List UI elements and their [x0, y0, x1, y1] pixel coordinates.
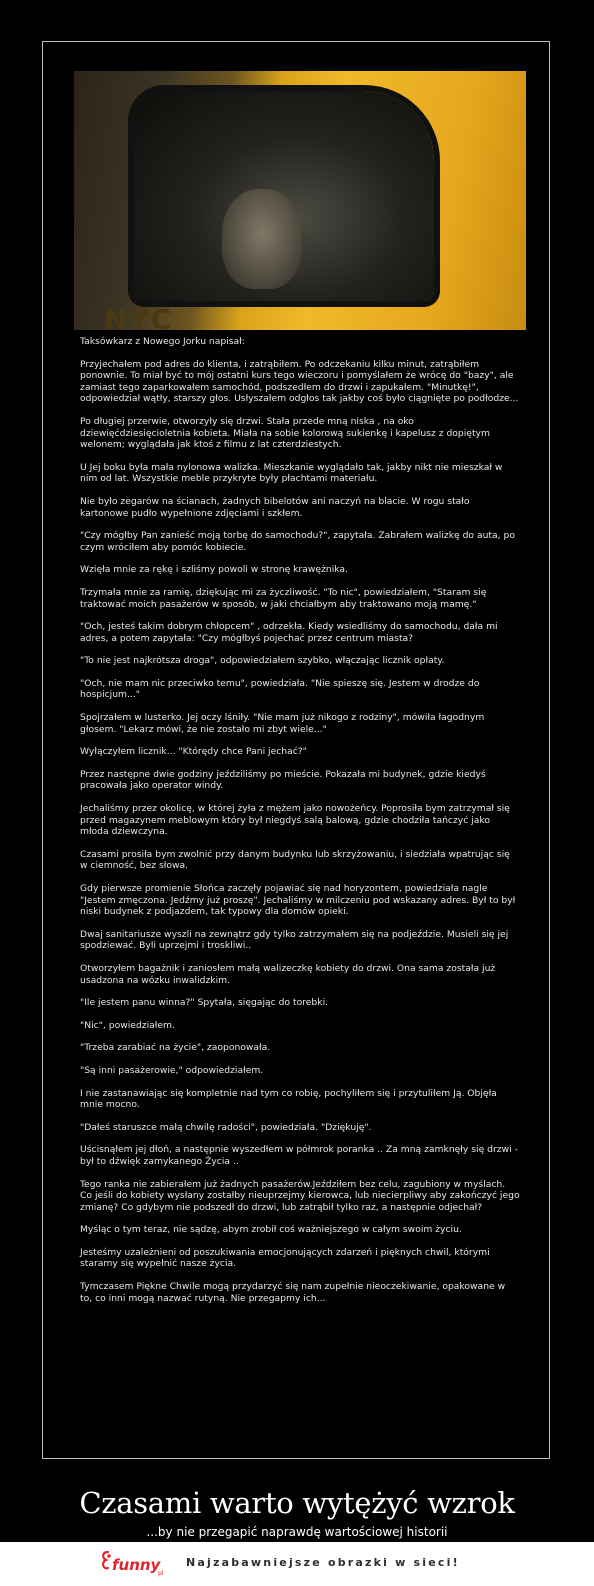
story-paragraph: Czasami prosiła bym zwolnić przy danym budynku lub skrzyżowaniu, i siedziała wpatrując się w ciemność, bez słowa. [80, 848, 510, 872]
story-paragraph: "Och, nie mam nic przeciwko temu", powiedziała. "Nie spieszę się. Jestem w drodze do hospicjum..." [80, 677, 480, 701]
story-paragraph: "Och, jesteś takim dobrym chłopcem" , odrzekła. Kiedy wsiedliśmy do samochodu, dała mi adres, a potem zapytała: "Czy mógłbyś pojechać przez centrum miasta? [80, 621, 498, 644]
story-paragraph: Otworzyłem bagażnik i zaniosłem małą walizeczkę kobiety do drzwi. Ona sama została już usadzona na wózku inwalidzkim. [80, 962, 496, 986]
story-paragraph: Taksówkarz z Nowego Jorku napisał: [80, 336, 245, 347]
story-paragraph: Przez następne dwie godziny jeździliśmy po mieście. Pokazała mi budynek, gdzie kiedyś pracowała jako operator windy. [80, 768, 486, 792]
footer-tagline: Najzabawniejsze obrazki w sieci! [186, 1556, 460, 1569]
story-paragraph: Uścisnąłem jej dłoń, a następnie wyszedłem w półmrok poranka .. Za mną zamknęły się drzwi - był to dźwięk zamykanego Życia .. [80, 1144, 518, 1167]
logo-text: funny [112, 1556, 161, 1574]
story-paragraph: Po długiej przerwie, otworzyły się drzwi. Stała przede mną niska , na oko dziewięćdziesięcioletnia kobieta. Miała na sobie kolorową sukienkę i kapelusz z dopiętym welonem; wyglądała jak ktoś z filmu z lat czterdziestych. [80, 415, 490, 451]
story-paragraph: Nie było zegarów na ścianach, żadnych bibelotów ani naczyń na blacie. W rogu stało kartonowe pudło wypełnione zdjęciami i szkłem. [80, 495, 470, 519]
story-paragraph: Trzymała mnie za ramię, dziękując mi za życzliwość. "To nic", powiedziałem, "Staram się traktować moich pasażerów w sposób, w jaki chciałbym aby traktowano moją mamę." [80, 586, 487, 610]
story-paragraph: Tymczasem Piękne Chwile mogą przydarzyć się nam zupełnie nieoczekiwanie, opakowane w to, co inni mogą nazwać rutyną. Nie przegapmy ich... [80, 1281, 506, 1304]
taxi-photo [74, 71, 526, 330]
story-paragraph: Tego ranka nie zabierałem już żadnych pasażerów.Jeździłem bez celu, zagubiony w myślach. Co jeśli do kobiety wysłany zostałby nieuprzejmy kierowca, lub niecierpliwy aby zakończyć jego zmianę? Co gdybym nie podszedł do drzwi, lub zatrąbił tylko raz, a następnie odjechał? [80, 1178, 520, 1213]
story-paragraph: U Jej boku była mała nylonowa walizka. Mieszkanie wyglądało tak, jakby nikt nie mieszkał w nim od lat. Wszystkie meble przykryte były płachtami materiału. [80, 461, 503, 485]
story-paragraph: Gdy pierwsze promienie Słońca zaczęły pojawiać się nad horyzontem, powiedziała nagle "Jestem zmęczona. Jedźmy już proszę". Jechaliśmy w milczeniu pod wskazany adres. Był to był niski budynek z podjazdem, tak typowy dla domów opieki. [80, 883, 516, 918]
caption-title: Czasami warto wytężyć wzrok [79, 1486, 515, 1520]
site-footer [0, 1542, 594, 1586]
story-paragraph: Jechaliśmy przez okolicę, w której żyła z mężem jako nowożeńcy. Poprosiła bym zatrzymał się przed magazynem meblowym który był niegdyś salą balową, gdzie chodziła tańczyć jako młoda dziewczyna. [80, 803, 510, 838]
story-paragraph: Spojrzałem w lusterko. Jej oczy lśniły. "Nie mam już nikogo z rodziny", mówiła łagodnym głosem. "Lekarz mówi, że nie zostało mi zbyt wiele..." [80, 712, 485, 735]
story-paragraph: "To nie jest najkrótsza droga", odpowiedziałem szybko, włączając licznik opłaty. [80, 655, 445, 667]
caption-subtitle: ...by nie przegapić naprawdę wartościowej historii [146, 1525, 448, 1539]
story-paragraph: Dwaj sanitariusze wyszli na zewnątrz gdy tylko zatrzymałem się na podjeździe. Musieli się jej spodziewać. Byli uprzejmi i troskliwi.. [80, 928, 509, 952]
story-paragraph: "Trzeba zarabiać na życie", zaoponowała. [80, 1042, 271, 1054]
story-text [80, 336, 520, 1315]
story-paragraph: I nie zastanawiając się kompletnie nad tym co robię, pochyliłem się i przytuliłem Ją. Objęła mnie mocno. [80, 1087, 497, 1111]
story-paragraph: "Czy mógłby Pan zanieść moją torbę do samochodu?", zapytała. Zabrałem walizkę do auta, po czym wróciłem aby pomóc kobiecie. [80, 530, 515, 553]
story-paragraph: Wzięła mnie za rękę i szliśmy powoli w stronę krawężnika. [80, 564, 348, 576]
story-paragraph: "Dałeś staruszce małą chwilę radości", powiedziała. "Dziękuję". [80, 1121, 372, 1133]
logo-suffix: pl [158, 1570, 164, 1577]
story-paragraph: Przyjechałem pod adres do klienta, i zatrąbiłem. Po odczekaniu kilku minut, zatrąbiłem ponownie. To miał być to mój ostatni kurs tego wieczoru i pomyślałem że wrócę do "bazy", ale zamiast tego zaparkowałem samochód, podszedłem do drzwi i zapukałem. "Minutkę!", odpowiedział wątły, starszy głos. Usłyszałem odgłos tak jakby coś było ciągnięte po podłodze... [80, 358, 519, 405]
taxi-lettering: NYC [104, 303, 174, 330]
story-paragraph: "Nic", powiedziałem. [80, 1019, 175, 1031]
funny-pl-logo[interactable] [98, 1548, 178, 1580]
story-paragraph: Myśląc o tym teraz, nie sądzę, abym zrobił coś ważniejszego w całym swoim życiu. [80, 1224, 462, 1236]
story-paragraph: Wyłączyłem licznik... "Którędy chce Pani jechać?" [80, 746, 307, 758]
story-paragraph: Jesteśmy uzależnieni od poszukiwania emocjonujących zdarzeń i pięknych chwil, którymi staramy się wypełnić nasze życia. [80, 1246, 490, 1270]
story-paragraph: "Są inni pasażerowie," odpowiedziałem. [80, 1064, 264, 1076]
story-paragraph: "Ile jestem panu winna?" Spytała, sięgając do torebki. [80, 997, 329, 1009]
passenger-face [222, 189, 302, 289]
